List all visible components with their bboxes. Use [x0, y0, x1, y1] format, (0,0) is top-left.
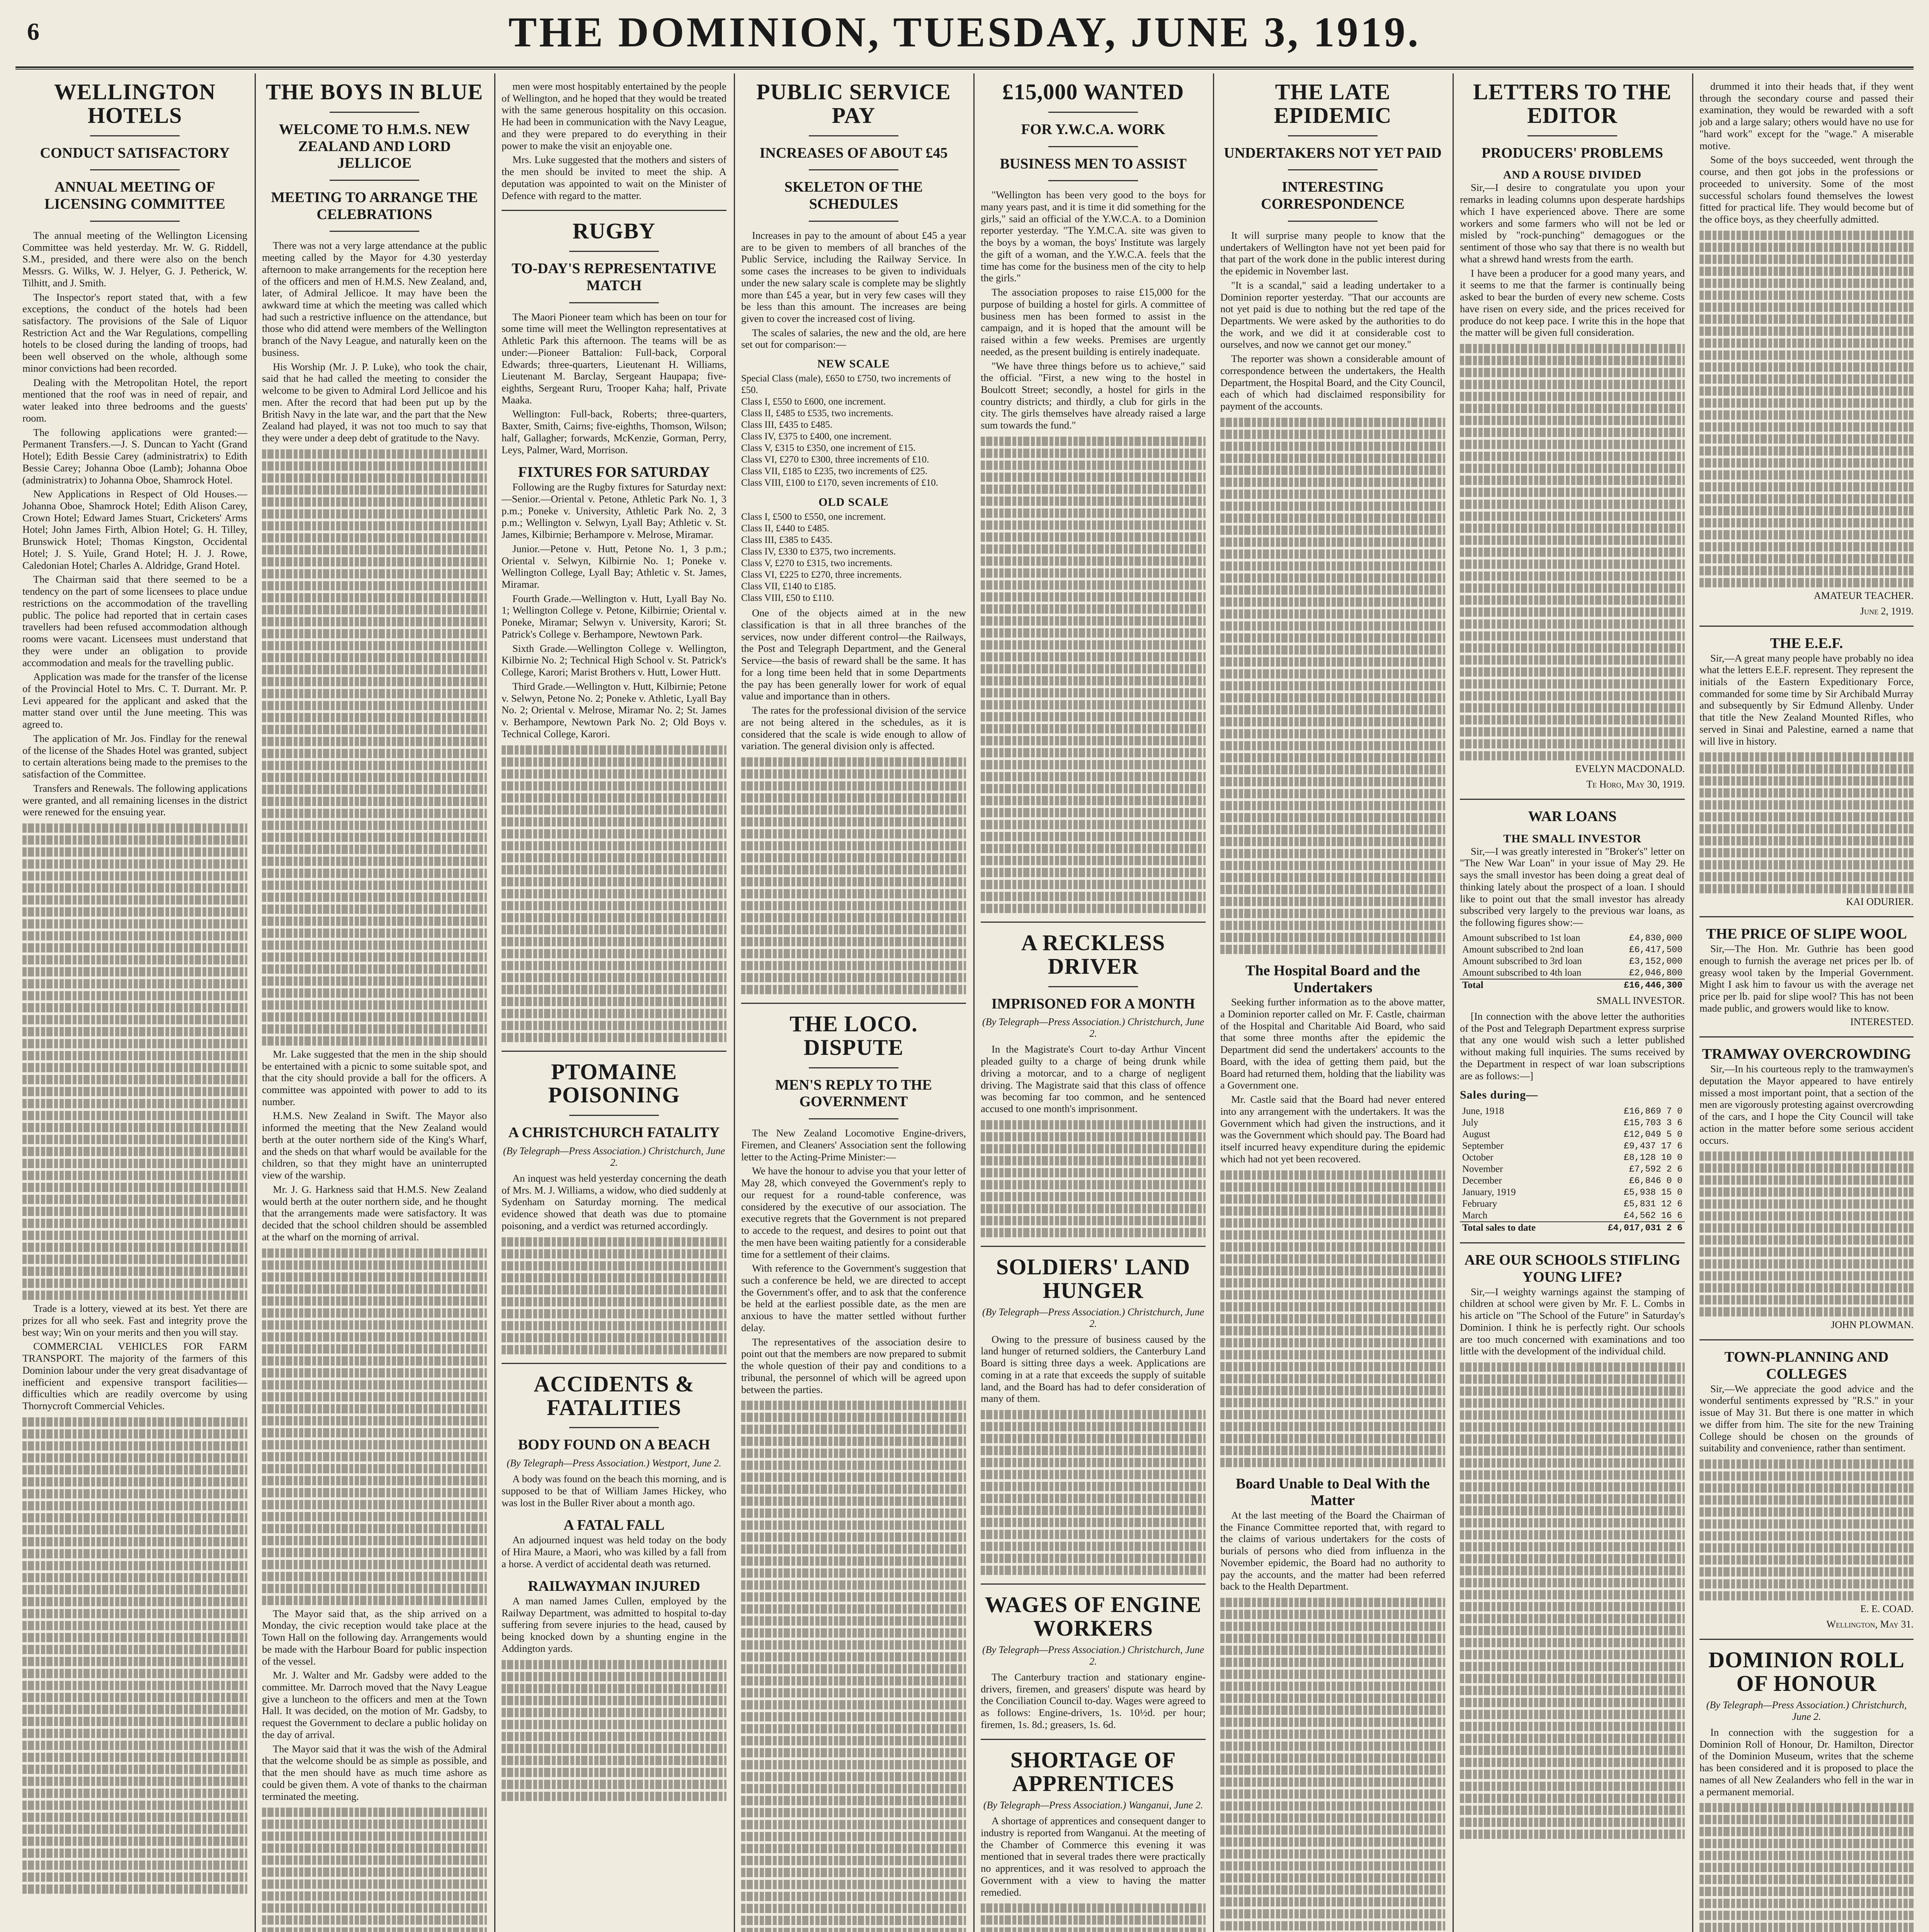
dateline: (By Telegraph—Press Association.) Christchurch, June 2.: [1706, 1699, 1907, 1722]
article-paragraph: One of the objects aimed at in the new classification is that in all three branches of the services, now under different control—the Railways, the Post and Telegraph Department, and the General Service—the basis of reward shall be the same. It has for a long time been held that in some Departments the pay has been generally lower for work of equal value and importance than in others.: [741, 607, 966, 702]
table-caption: Sales during—: [1460, 1088, 1538, 1102]
text-filler: [1699, 1151, 1914, 1316]
scale-row: Class V, £315 to £350, one increment of £15.: [741, 443, 916, 454]
table-cell-label: February: [1462, 1199, 1497, 1209]
subhead: PRODUCERS' PROBLEMS: [1482, 145, 1663, 161]
column-5: [974, 73, 1213, 1932]
divider: [809, 1067, 899, 1068]
text-filler: [741, 1401, 966, 1932]
divider: [502, 1051, 726, 1052]
text-filler: [981, 1120, 1206, 1237]
article-paragraph: The rates for the professional division of the service are not being altered in the schedules, as it is considered that the scale is wide enough to allow of variation. The general division only is affected.: [741, 704, 966, 752]
text-filler: [502, 1237, 726, 1354]
advertisement: COMMERCIAL VEHICLES FOR FARM TRANSPORT. The majority of the farmers of this Dominion labour under the very great disadvantage of inefficient and expensive transport facilities—difficulties which are readily overcome by using Thornycroft Commercial Vehicles.: [22, 1340, 247, 1412]
table-row: [1460, 1117, 1685, 1129]
subhead: ARE OUR SCHOOLS STIFLING YOUNG LIFE?: [1464, 1252, 1681, 1285]
subhead: FIXTURES FOR SATURDAY: [518, 464, 710, 481]
scale-row: Class III, £435 to £485.: [741, 420, 833, 430]
scale-row: Class VIII, £100 to £170, seven increments of £10.: [741, 478, 938, 488]
letter-signature: SMALL INVESTOR.: [1596, 995, 1685, 1006]
divider: [569, 1115, 659, 1116]
article-paragraph: Seeking further information as to the above matter, a Dominion reporter called on Mr. F. Castle, chairman of the Hospital and Charitable Aid Board, who said that some three months after the epidemic the Department did send the undertakers' accounts to the Board, with the idea of getting them paid, but the Board had returned them, holding that the liability was a Government one.: [1220, 996, 1445, 1091]
divider: [809, 135, 899, 136]
text-filler: [22, 823, 247, 1300]
letter-paragraph: Sir,—I weighty warnings against the stamping of children at school were given by Mr. F. L. Combs in his article on "The School of the Future" in Saturday's Dominion. I think he is perfectly right. Our schools are too much concerned with examinations and too little with the development of the individual child.: [1460, 1286, 1685, 1357]
divider: [1288, 221, 1378, 222]
divider: [809, 169, 899, 170]
article-paragraph: Junior.—Petone v. Hutt, Petone No. 1, 3 p.m.; Oriental v. Selwyn, Kilbirnie No. 1; Poneke v. Wellington College, Lyall Bay; Athletic v. St. James, Miramar.: [502, 543, 726, 590]
subhead: MEETING TO ARRANGE THE CELEBRATIONS: [271, 189, 478, 223]
article-paragraph: The association proposes to raise £15,000 for the purpose of building a hostel for girls. A committee of business men has been formed to assist in the campaign, and it is hoped that the amount will be raised within a few weeks. Premises are urgently needed, as the present building is entirely inadequate.: [981, 286, 1206, 357]
article-paragraph: His Worship (Mr. J. P. Luke), who took the chair, said that he had called the meeting to consider the welcome to be given to Admiral Lord Jellicoe and his men. After the record that had been put up by the British Navy in the late war, and the part that the New Zealand had played, it was not too much to say that they were under a deep debt of gratitude to the Navy.: [262, 361, 487, 444]
text-filler: [981, 437, 1206, 913]
subhead: THE SMALL INVESTOR: [1503, 832, 1642, 845]
page-number: 6: [27, 18, 39, 45]
subhead: THE PRICE OF SLIPE WOOL: [1706, 926, 1907, 942]
subhead: ANNUAL MEETING OF LICENSING COMMITTEE: [44, 179, 225, 213]
divider: [809, 1118, 899, 1119]
article-paragraph: The following applications were granted:—Permanent Transfers.—J. S. Duncan to Yacht (Grand Hotel); Edith Bessie Carey (administratrix) to Edith Bessie Carey; Johanna Oboe (Lamb); Johanna Oboe (administratrix) to Johanna Oboe, Shamrock Hotel.: [22, 426, 247, 486]
table-cell-label: December: [1462, 1175, 1502, 1186]
editor-note: [In connection with the above letter the authorities of the Post and Telegraph Department express surprise that any one would wish such a letter published without making full inquiries. The sums received by the Department in respect of war loan subscriptions are as follows:—]: [1460, 1010, 1685, 1082]
subhead: CONDUCT SATISFACTORY: [40, 145, 230, 161]
table-cell-value: £9,437 17 6: [1624, 1141, 1682, 1151]
subhead: IMPRISONED FOR A MONTH: [991, 995, 1195, 1012]
table-cell-label: August: [1462, 1129, 1490, 1140]
article-paragraph: The Mayor said that, as the ship arrived on a Monday, the civic reception would take place at the Town Hall on the following day. Arrangements would be made with the Harbour Board for public inspection of the vessel.: [262, 1607, 487, 1667]
divider: [330, 112, 420, 113]
letter-dateline: June 2, 1919.: [1860, 605, 1914, 617]
scale-row: Class IV, £375 to £400, one increment.: [741, 431, 892, 442]
column-6: [1213, 73, 1452, 1932]
advertisement: Trade is a lottery, viewed at its best. Yet there are prizes for all who seek. Fast and integrity prove the best way; Win on your merits and then you will stay.: [22, 1303, 247, 1338]
article-paragraph: The scales of salaries, the new and the old, are here set out for comparison:—: [741, 327, 966, 350]
table-total-row: [1460, 979, 1685, 991]
article-paragraph: A body was found on the beach this morning, and is supposed to be that of William James Hickey, who was lost in the Buller River about a month ago.: [502, 1473, 726, 1509]
text-filler: [1699, 752, 1914, 893]
article-paragraph: Fourth Grade.—Wellington v. Hutt, Lyall Bay No. 1; Wellington College v. Petone, Kilbirnie; Oriental v. Poneke, Miramar; Selwyn v. University, Karori; St. Patrick's College v. Berhampore, Newtown Park.: [502, 592, 726, 640]
divider: [981, 1246, 1206, 1247]
article-paragraph: The reporter was shown a considerable amount of correspondence between the undertakers, the Health Department, the Hospital Board, and the City Council, each of which had disclaimed responsibility for payment of the accounts.: [1220, 353, 1445, 412]
divider: [90, 221, 180, 222]
headline-reckless-driver: A RECKLESS DRIVER: [1021, 930, 1165, 979]
letter-signature: AMATEUR TEACHER.: [1813, 590, 1914, 601]
text-filler: [262, 1248, 487, 1605]
table-row: [1460, 967, 1685, 979]
subhead: TRAMWAY OVERCROWDING: [1702, 1046, 1911, 1063]
article-paragraph: Application was made for the transfer of the license of the Provincial Hotel to Mrs. C. T. Durrant. Mr. P. Levi appeared for the applicant and asked that the matter stand over until the June meeting. This was agreed to.: [22, 671, 247, 730]
table-row: [1460, 944, 1685, 956]
new-scale-list: [741, 373, 966, 489]
subhead: BODY FOUND ON A BEACH: [518, 1437, 710, 1453]
scale-row: Class VIII, £50 to £110.: [741, 593, 834, 604]
headline-15000-wanted: £15,000 WANTED: [1002, 79, 1184, 104]
masthead-rule: [15, 66, 1914, 70]
headline-rugby: RUGBY: [572, 218, 656, 244]
column-4: [734, 73, 973, 1932]
divider: [569, 302, 659, 303]
divider: [1048, 180, 1138, 181]
letter-paragraph: Sir,—We appreciate the good advice and the wonderful sentiments expressed by "R.S." in your issue of May 31. But there is one matter in which we differ from him. The site for the new Training College should be chosen on the grounds of suitability and convenience, rather than sentiment.: [1699, 1383, 1914, 1454]
column-7: [1453, 73, 1692, 1932]
table-cell-value: £6,417,500: [1629, 944, 1682, 955]
letter-dateline: Wellington, May 31.: [1826, 1619, 1914, 1630]
subhead: INCREASES OF ABOUT £45: [759, 145, 948, 161]
headline-boys-in-blue: THE BOYS IN BLUE: [265, 79, 483, 104]
divider: [502, 210, 726, 211]
table-cell-value: £2,046,800: [1629, 968, 1682, 978]
subhead: FOR Y.W.C.A. WORK: [1021, 121, 1165, 138]
subhead: THE E.E.F.: [1770, 635, 1843, 651]
scale-row: Class VI, £270 to £300, three increments of £10.: [741, 454, 929, 465]
text-filler: [502, 745, 726, 1042]
subhead: WELCOME TO H.M.S. NEW ZEALAND AND LORD JELLICOE: [279, 121, 470, 172]
headline-engine-workers: WAGES OF ENGINE WORKERS: [985, 1592, 1202, 1641]
table-row: [1460, 1129, 1685, 1140]
table-cell-label: June, 1918: [1462, 1106, 1504, 1117]
table-total-value: £4,017,031 2 6: [1608, 1223, 1682, 1233]
article-paragraph: Owing to the pressure of business caused by the land hunger of returned soldiers, the Canterbury Land Board is sitting three days a week. Applications are coming in at a rate that exceeds the supply of suitable land, and the Board has had to defer consideration of many of them.: [981, 1333, 1206, 1405]
table-row: [1460, 1140, 1685, 1152]
article-paragraph: The New Zealand Locomotive Engine-drivers, Firemen, and Cleaners' Association sent the following letter to the Acting-Prime Minister:—: [741, 1127, 966, 1163]
table-row: [1460, 932, 1685, 944]
article-paragraph: Wellington: Full-back, Roberts; three-quarters, Baxter, Smith, Cairns; five-eighths, Thomson, Wilson; half, Gallagher; forwards, McKenzie, Gorman, Perry, Leys, Palmer, Ward, Morrison.: [502, 408, 726, 456]
text-filler: [1220, 418, 1445, 954]
table-cell-value: £15,703 3 6: [1624, 1118, 1682, 1128]
article-paragraph: Dealing with the Metropolitan Hotel, the report mentioned that the roof was in need of repair, and water leaked into three bedrooms and the guests' room.: [22, 376, 247, 424]
article-paragraph: Mr. J. Walter and Mr. Gadsby were added to the committee. Mr. Darroch moved that the Navy League give a luncheon to the officers and men at the Town Hall. It was decided, on the motion of Mr. Gadsby, to request the Government to declare a public holiday on the day of arrival.: [262, 1669, 487, 1740]
table-total-label: Total: [1462, 980, 1483, 990]
dateline: (By Telegraph—Press Association.) Christchurch, June 2.: [982, 1306, 1204, 1329]
divider: [1288, 135, 1378, 136]
article-paragraph: The application of Mr. Jos. Findlay for the renewal of the license of the Shades Hotel was granted, subject to certain alterations being made to the premises to the satisfaction of the Committee.: [22, 732, 247, 780]
article-paragraph: Mrs. Luke suggested that the mothers and sisters of the men should be invited to meet the ship. A deputation was appointed to wait on the Minister of Defence with regard to the matter.: [502, 154, 726, 201]
divider: [1288, 169, 1378, 170]
scale-row: Class I, £550 to £600, one increment.: [741, 396, 886, 407]
text-filler: [1460, 1362, 1685, 1839]
text-filler: [262, 1808, 487, 1932]
article-paragraph: New Applications in Respect of Old Houses.—Johanna Oboe, Shamrock Hotel; Edith Alison Carey, Crown Hotel; Edward James Stuart, Cricketers' Arms Hotel; John James Firth, Albion Hotel; G. H. Tilley, Brunswick Hotel; Thomas Kingston, Occidental Hotel; J. S. Yuile, Grand Hotel; H. J. J. Rowe, Caledonian Hotel; Charles A. Aldridge, Grand Hotel.: [22, 488, 247, 571]
subhead: WAR LOANS: [1528, 808, 1617, 825]
headline-public-service-pay: PUBLIC SERVICE PAY: [756, 79, 951, 128]
divider: [1699, 1036, 1914, 1037]
headline-ptomaine: PTOMAINE POISONING: [548, 1059, 680, 1108]
subhead: TOWN-PLANNING AND COLLEGES: [1724, 1349, 1889, 1382]
table-cell-value: £4,562 16 6: [1624, 1211, 1682, 1221]
table-cell-label: March: [1462, 1210, 1488, 1221]
divider: [741, 1003, 966, 1004]
text-filler: [262, 449, 487, 1046]
article-paragraph: Mr. J. G. Harkness said that H.M.S. New Zealand would berth at the outer northern side, and he thought that the arrangements made were satisfactory. It was decided that the school children should be assembled at the wharf on the morning of arrival.: [262, 1183, 487, 1243]
article-paragraph: An inquest was held yesterday concerning the death of Mrs. M. J. Williams, a widow, who died suddenly at Sydenham on Saturday morning. The medical evidence showed that death was due to ptomaine poisoning, and a verdict was returned accordingly.: [502, 1172, 726, 1231]
table-cell-value: £5,831 12 6: [1624, 1199, 1682, 1209]
divider: [981, 1739, 1206, 1740]
article-paragraph: Mr. Castle said that the Board had never entered into any arrangement with the undertakers. It was the Government which had given the instructions, and it was the Government which should pay. The Board had itself incurred heavy expenditure during the epidemic which had not yet been recovered.: [1220, 1094, 1445, 1165]
text-filler: [502, 1660, 726, 1801]
headline-letters: LETTERS TO THE EDITOR: [1473, 79, 1672, 128]
divider: [1699, 916, 1914, 917]
divider: [90, 135, 180, 136]
subhead: TO-DAY'S REPRESENTATIVE MATCH: [512, 260, 716, 294]
divider: [1699, 1339, 1914, 1340]
table-total-value: £16,446,300: [1624, 980, 1682, 990]
article-paragraph: Following are the Rugby fixtures for Saturday next:—Senior.—Oriental v. Petone, Athletic Park No. 1, 3 p.m.; Poneke v. University, Athletic Park No. 2, 3 p.m.; Wellington v. Selwyn, Lyall Bay; Athletic v. St. James, Kilbirnie; Berhampore v. Melrose, Miramar.: [502, 481, 726, 541]
table-cell-value: £16,869 7 0: [1624, 1106, 1682, 1117]
letter-paragraph: Sir,—The Hon. Mr. Guthrie has been good enough to furnish the average net prices per lb. of greasy wool taken by the Imperial Government. Might I ask him to favour us with the average net price per lb. paid for slipe wool? This has not been made public, and growers would like to know.: [1699, 943, 1914, 1014]
scale-row: Class IV, £330 to £375, two increments.: [741, 546, 896, 557]
headline-roll-of-honour: DOMINION ROLL OF HONOUR: [1708, 1647, 1905, 1696]
letter-paragraph: drummed it into their heads that, if they went through the secondary course and passed their examination, they would be rewarded with a soft job and a large salary; others would have no use for "hard work" except for the "wage." A miserable motive.: [1699, 80, 1914, 151]
headline-soldiers-land: SOLDIERS' LAND HUNGER: [996, 1254, 1191, 1303]
table-cell-value: £6,846 0 0: [1629, 1176, 1682, 1186]
letter-signature: EVELYN MACDONALD.: [1575, 763, 1685, 775]
table-cell-value: £4,830,000: [1629, 933, 1682, 943]
table-total-row: [1460, 1222, 1685, 1234]
table-row: [1460, 1210, 1685, 1222]
letter-paragraph: Sir,—I desire to congratulate you upon your remarks in leading columns upon desperate hardships which I have experienced above. There are some workers and some farmers who will not be led or misled by "rock-punching" demagogues or the sentiment of those who say that there is no wealth but what a shrewd hand wrests from the earth.: [1460, 182, 1685, 265]
subhead: RAILWAYMAN INJURED: [528, 1578, 700, 1595]
table-row: [1460, 1187, 1685, 1198]
dateline: (By Telegraph—Press Association.) Christchurch, June 2.: [503, 1145, 725, 1168]
subhead: AND A ROUSE DIVIDED: [1503, 168, 1642, 182]
article-paragraph: The annual meeting of the Wellington Licensing Committee was held yesterday. Mr. W. G. Riddell, S.M., presided, and there were also on the bench Messrs. G. Wilks, W. J. Helyer, G. J. Petherick, W. Tilhitt, and J. Smith.: [22, 229, 247, 289]
article-paragraph: The Mayor said that it was the wish of the Admiral that the welcome should be as simple as possible, and that the men should have as much time ashore as could be given them. A vote of thanks to the chairman terminated the meeting.: [262, 1743, 487, 1802]
letter-paragraph: Sir,—I was greatly interested in "Broker's" letter on "The New War Loan" in your issue of May 29. He says the small investor has been doing a great deal of thinking lately about the prospect of a loan. I should like to point out that the small investor has already subscribed very largely to the previous war loans, as the following figures show:—: [1460, 845, 1685, 929]
table-cell-label: November: [1462, 1164, 1503, 1175]
letter-signature: INTERESTED.: [1850, 1016, 1914, 1028]
text-filler: [981, 1410, 1206, 1575]
article-paragraph: "Wellington has been very good to the boys for many years past, and it is time it did something for the girls," said an official of the Y.W.C.A. to a Dominion reporter yesterday. "The Y.M.C.A. site was given to the boys by a woman, the boys' Institute was largely the gift of a woman, and the Y.W.C.A. feels that the time has come for the business men of the city to help the girls.": [981, 189, 1206, 284]
subhead: BUSINESS MEN TO ASSIST: [1000, 155, 1187, 172]
text-filler: [1220, 1598, 1445, 1932]
subhead: SKELETON OF THE SCHEDULES: [784, 179, 923, 213]
letter-paragraph: Sir,—In his courteous reply to the tramwaymen's deputation the Mayor appeared to have entirely missed a most important point, that a section of the men are vigorously protesting against overcrowding of the cars, and I hope the City Council will take action in the matter before some serious accident occurs.: [1699, 1063, 1914, 1146]
article-paragraph: In the Magistrate's Court to-day Arthur Vincent pleaded guilty to a charge of being drunk while driving a motorcar, and to a charge of negligent driving. The Magistrate said that this class of offence was becoming far too common, and he sentenced accused to one month's imprisonment.: [981, 1043, 1206, 1115]
scale-row: Class VII, £185 to £235, two increments of £25.: [741, 466, 928, 477]
letter-signature: KAI ODURIER.: [1846, 896, 1914, 908]
scale-row: Class V, £270 to £315, two increments.: [741, 558, 893, 569]
subhead: A CHRISTCHURCH FATALITY: [508, 1124, 720, 1141]
article-paragraph: A shortage of apprentices and consequent danger to industry is reported from Wanganui. At the meeting of the Chamber of Commerce this evening it was mentioned that in several trades there were practically no apprentices, and it was resolved to approach the Government with a view to having the matter remedied.: [981, 1815, 1206, 1898]
text-filler: [1699, 1803, 1914, 1932]
dateline: (By Telegraph—Press Association.) Westport, June 2.: [507, 1458, 721, 1469]
column-8: [1693, 73, 1920, 1932]
article-paragraph: The Inspector's report stated that, with a few exceptions, the conduct of the hotels had been satisfactory. The provisions of the Sale of Liquor Restriction Act and the War Regulations, compelling hotels to be closed during the landing of troops, had been well observed on the whole, although some minor convictions had been recorded.: [22, 291, 247, 374]
dateline: (By Telegraph—Press Association.) Christchurch, June 2.: [982, 1644, 1204, 1667]
article-paragraph: Third Grade.—Wellington v. Hutt, Kilbirnie; Petone v. Selwyn, Petone No. 2; Poneke v. Athletic, Lyall Bay No. 2; Oriental v. Melrose, Miramar No. 2; St. James v. Berhampore, Newtown Park No. 2; Old Boys v. Technical College, Karori.: [502, 680, 727, 740]
table-cell-label: Amount subscribed to 3rd loan: [1462, 956, 1582, 966]
headline-loco-dispute: THE LOCO. DISPUTE: [789, 1011, 918, 1060]
article-paragraph: The representatives of the association desire to point out that the members are now prepared to submit the whole question of their pay and conditions to a tribunal, the personnel of which will be agreed upon between the parties.: [741, 1336, 966, 1395]
table-cell-label: Amount subscribed to 1st loan: [1462, 932, 1580, 943]
table-row: [1460, 1152, 1685, 1163]
divider: [1460, 799, 1685, 800]
table-cell-label: July: [1462, 1117, 1478, 1128]
article-paragraph: H.M.S. New Zealand in Swift. The Mayor also informed the meeting that the New Zealand would berth at the outer northern side of the King's Wharf, and the sheds on that wharf would be available for the children, so that they might have an uninterrupted view of the warship.: [262, 1110, 487, 1181]
table-cell-label: Amount subscribed to 4th loan: [1462, 967, 1582, 978]
table-cell-value: £7,592 2 6: [1629, 1164, 1682, 1175]
letter-signature: E. E. COAD.: [1860, 1603, 1914, 1615]
divider: [330, 231, 420, 232]
old-scale-list: [741, 511, 966, 604]
divider: [1048, 146, 1138, 147]
table-row: [1460, 1198, 1685, 1210]
table-cell-label: Amount subscribed to 2nd loan: [1462, 944, 1584, 955]
dateline: (By Telegraph—Press Association.) Wanganui, June 2.: [983, 1799, 1203, 1811]
table-cell-label: January, 1919: [1462, 1187, 1516, 1198]
text-filler: [741, 757, 966, 994]
masthead: [15, 8, 1914, 66]
article-paragraph: The Maori Pioneer team which has been on tour for some time will meet the Wellington representatives at Athletic Park this afternoon. The teams will be as under:—Pioneer Battalion: Full-back, Corporal Edwards; three-quarters, Lieutenant H. Williams, Lieutenant M. Barclay, Sergeant Haupapa; five-eighths, Sergeant Ruru, Trooper Kaha; half, Private Maaka.: [502, 311, 726, 406]
article-paragraph: Increases in pay to the amount of about £45 a year are to be given to members of all branches of the Public Service, including the Railway Service. In some cases the increases to be given to individuals under the new salary scale is complete may be slightly more than £45 a year, but in very few cases will they be less than this amount. The increases are being given to cover the increased cost of living.: [741, 229, 966, 324]
divider: [981, 1583, 1206, 1585]
divider: [330, 180, 420, 181]
sales-table: [1460, 1105, 1685, 1234]
divider: [1048, 112, 1138, 113]
divider: [1699, 626, 1914, 627]
headline-wellington-hotels: WELLINGTON HOTELS: [54, 79, 216, 128]
scale-row: Special Class (male), £650 to £750, two increments of £50.: [741, 373, 951, 396]
text-filler: [1460, 344, 1685, 760]
table-row: [1460, 1175, 1685, 1187]
dateline: (By Telegraph—Press Association.) Christchurch, June 2.: [982, 1016, 1204, 1039]
article-paragraph: "It is a scandal," said a leading undertaker to a Dominion reporter yesterday. "That our accounts are not yet paid is due to nothing but the red tape of the Departments. We were asked by the authorities to do the work, and we did it at considerable cost to ourselves, and now we cannot get our money.": [1220, 279, 1445, 350]
subhead: INTERESTING CORRESPONDENCE: [1261, 179, 1405, 213]
subhead: The Hospital Board and the Undertakers: [1245, 962, 1420, 996]
table-cell-label: September: [1462, 1141, 1504, 1151]
article-paragraph: The Canterbury traction and stationary engine-drivers, firemen, and greasers' dispute was heard by the Conciliation Council to-day. Wages were agreed to as follows: Engine-drivers, 1s. 10½d. per hour; firemen, 1s. 8d.; greasers, 1s. 6d.: [981, 1671, 1206, 1730]
table-total-label: Total sales to date: [1462, 1223, 1536, 1233]
divider: [809, 221, 899, 222]
article-paragraph: There was not a very large attendance at the public meeting called by the Mayor for 4.30 yesterday afternoon to make arrangements for the reception here of the officers and men of H.M.S. New Zealand, and, later, of Admiral Jellicoe. It may have been the awkward time at which the meeting was called which had such a restrictive influence on the attendance, but those who did attend were members of the Wellington branch of the Navy League, and naturally keen on the business.: [262, 240, 487, 358]
scale-row: Class I, £500 to £550, one increment.: [741, 512, 886, 522]
table-row: [1460, 1105, 1685, 1117]
letter-paragraph: Some of the boys succeeded, went through the course, and then got jobs in the professions or proceeded to university. Some of the most successful scholars found themselves the lowest fitted for practical life. They would become but of the office boys, as they cheerfully admitted.: [1699, 154, 1914, 225]
text-filler: [1220, 1170, 1445, 1467]
headline-late-epidemic: THE LATE EPIDEMIC: [1274, 79, 1392, 128]
subhead: OLD SCALE: [818, 496, 889, 509]
divider: [502, 1363, 726, 1364]
text-filler: [1699, 1459, 1914, 1600]
divider: [1528, 135, 1618, 136]
letter-dateline: Te Horo, May 30, 1919.: [1586, 779, 1685, 790]
table-cell-value: £12,049 5 0: [1624, 1129, 1682, 1140]
table-row: [1460, 956, 1685, 967]
loan-table: [1460, 932, 1685, 991]
article-paragraph: The Chairman said that there seemed to be a tendency on the part of some licensees to place undue restrictions on the accommodation of the travelling public. The police had reported that in certain cases travellers had been refused accommodation although rooms were vacant. Licensees must understand that they were under an obligation to provide accommodation and meals for the travelling public.: [22, 573, 247, 668]
subhead: Board Unable to Deal With the Matter: [1235, 1475, 1430, 1509]
article-paragraph: It will surprise many people to know that the undertakers of Wellington have not yet been paid for that part of the work done in the public interest during the epidemic in November last.: [1220, 229, 1445, 277]
column-2: [255, 73, 494, 1932]
table-cell-label: October: [1462, 1152, 1494, 1163]
text-filler: [981, 1903, 1206, 1932]
article-paragraph: At the last meeting of the Board the Chairman of the Finance Committee reported that, with regard to the claims of various undertakers for the costs of burials of persons who died from influenza in the November epidemic, the Board had no authority to pay the accounts, and the matter had been referred back to the Health Department.: [1220, 1509, 1445, 1592]
text-filler: [1699, 231, 1914, 587]
headline-accidents: ACCIDENTS & FATALITIES: [534, 1371, 694, 1420]
scale-row: Class II, £440 to £485.: [741, 523, 829, 534]
article-paragraph: In connection with the suggestion for a Dominion Roll of Honour, Dr. Hamilton, Director of the Dominion Museum, writes that the scheme has been considered and it is proposed to place the names of all New Zealanders who fell in the war in a permanent memorial.: [1699, 1726, 1914, 1798]
table-row: [1460, 1163, 1685, 1175]
scale-row: Class VII, £140 to £185.: [741, 581, 836, 592]
column-1: [15, 73, 254, 1932]
letter-paragraph: I have been a producer for a good many years, and it seems to me that the farmer is continually being asked to bear the burden of every new scheme. Costs have risen on every side, and the prices received for produce do not keep pace. I write this in the hope that the matter will be given full consideration.: [1460, 267, 1685, 338]
divider: [1048, 986, 1138, 987]
article-paragraph: Transfers and Renewals. The following applications were granted, and all remaining licenses in the district were renewed for the ensuing year.: [22, 782, 247, 818]
article-paragraph: Sixth Grade.—Wellington College v. Wellington, Kilbirnie No. 2; Technical High School v. St. Patrick's College, Karori; Marist Brothers v. Hutt, Lower Hutt.: [502, 642, 726, 678]
scale-row: Class II, £485 to £535, two increments.: [741, 408, 893, 419]
letter-signature: JOHN PLOWMAN.: [1831, 1319, 1914, 1331]
divider: [90, 169, 180, 170]
subhead: MEN'S REPLY TO THE GOVERNMENT: [775, 1077, 932, 1110]
subhead: NEW SCALE: [817, 357, 890, 371]
divider: [1460, 1242, 1685, 1243]
divider: [569, 251, 659, 252]
article-paragraph: A man named James Cullen, employed by the Railway Department, was admitted to hospital to-day suffering from severe injuries to the head, caused by being knocked down by a shunting engine in the Addington yards.: [502, 1595, 726, 1654]
article-paragraph: Mr. Lake suggested that the men in the ship should be entertained with a picnic to some suitable spot, and that the city should provide a ball for the officers. A committee was appointed with power to add to its number.: [262, 1048, 487, 1107]
article-paragraph: With reference to the Government's suggestion that such a conference be held, we are directed to accept the Government's offer, and to ask that the conference be held at the earliest possible date, as the men are anxious to have the matter settled without further delay.: [741, 1262, 966, 1333]
column-3: [495, 73, 733, 1932]
letter-paragraph: Sir,—A great many people have probably no idea what the letters E.E.F. represent. They represent the initials of the Eastern Expeditionary Force, commanded for some time by Sir Archibald Murray and subsequently by Sir Edmund Allenby. Under that title the New Zealand Mounted Rifles, who served in Sinai and Palestine, earned a name that will live in history.: [1699, 652, 1914, 747]
subhead: A FATAL FALL: [563, 1517, 665, 1534]
divider: [569, 1427, 659, 1428]
text-filler: [22, 1417, 247, 1894]
article-paragraph: An adjourned inquest was held today on the body of Hira Maure, a Maori, who was killed by a fall from a horse. A verdict of accidental death was returned.: [502, 1534, 726, 1570]
paper-title: THE DOMINION, TUESDAY, JUNE 3, 1919.: [508, 9, 1421, 56]
article-paragraph: We have the honour to advise you that your letter of May 28, which conveyed the Government's reply to our request for a round-table conference, was considered by the executive of our association. The executive regrets that the Government is not prepared to accede to the request, and desires to point out that the men have been waiting patiently for a considerable time for a settlement of their claims.: [741, 1165, 966, 1260]
scale-row: Class VI, £225 to £270, three increments.: [741, 570, 902, 580]
table-cell-value: £3,152,000: [1629, 956, 1682, 966]
article-paragraph: "We have three things before us to achieve," said the official. "First, a new wing to the hostel in Boulcott Street; secondly, a hostel for girls in the country districts; and thirdly, a club for girls in the city. The girls themselves have already raised a large sum towards the fund.": [981, 360, 1206, 431]
article-paragraph: men were most hospitably entertained by the people of Wellington, and he hoped that they would be treated with the same generous hospitality on this occasion. He had been in communication with the Navy League, and they were prepared to do everything in their power to make the visit an enjoyable one.: [502, 80, 726, 151]
scale-row: Class III, £385 to £435.: [741, 535, 833, 546]
subhead: UNDERTAKERS NOT YET PAID: [1224, 145, 1442, 161]
table-cell-value: £8,128 10 0: [1624, 1153, 1682, 1163]
table-cell-value: £5,938 15 0: [1624, 1187, 1682, 1198]
headline-apprentices: SHORTAGE OF APPRENTICES: [1010, 1747, 1176, 1796]
divider: [1699, 1639, 1914, 1640]
divider: [981, 922, 1206, 923]
